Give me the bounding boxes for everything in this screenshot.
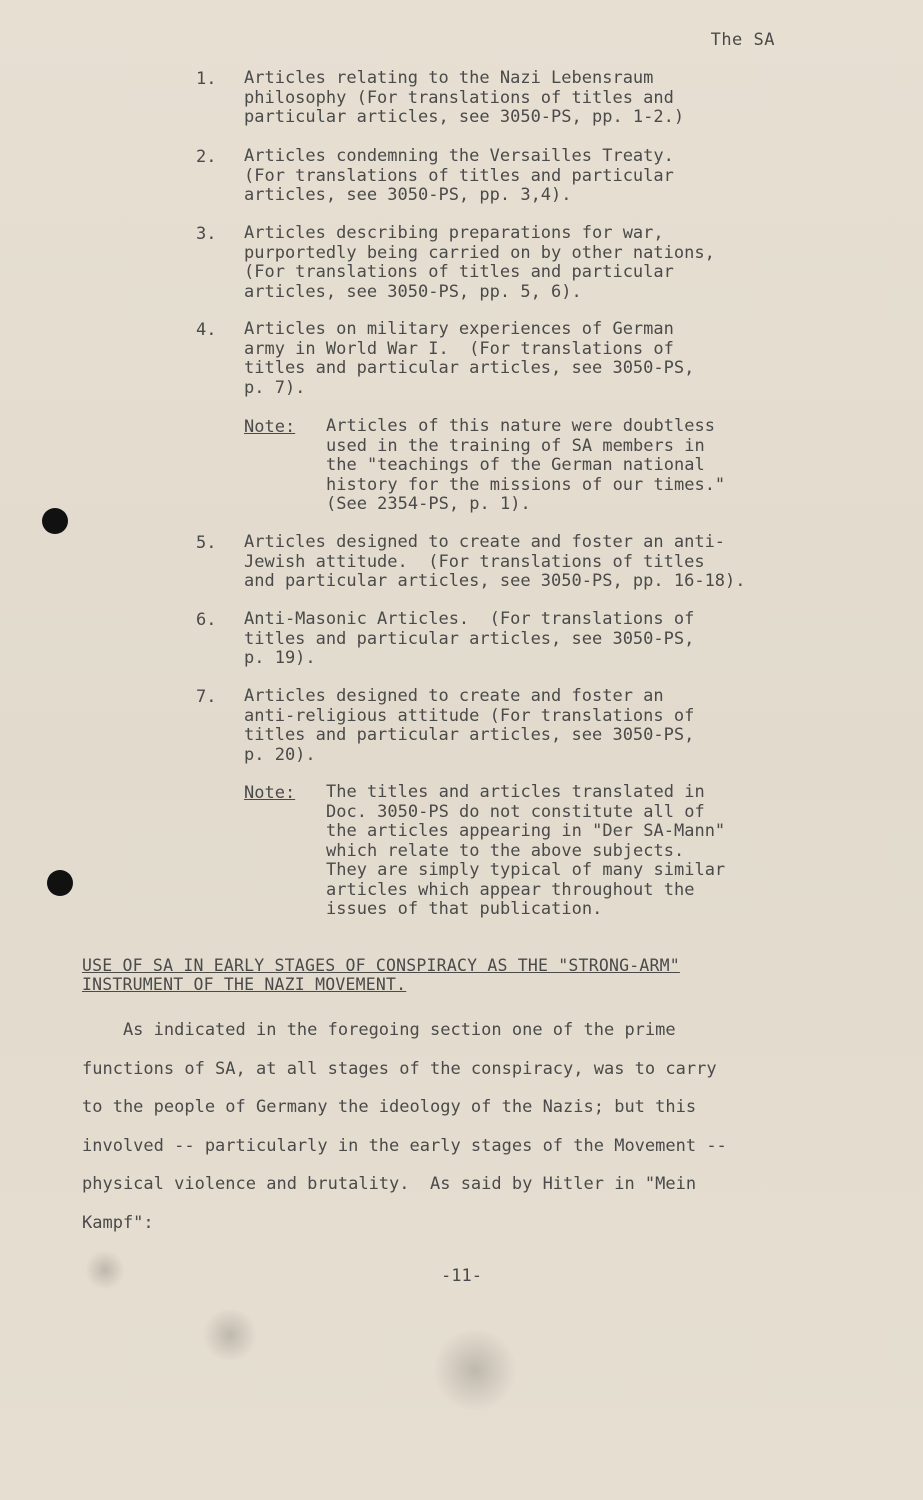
- item-number: 4.: [196, 320, 217, 340]
- item-number: 1.: [196, 69, 217, 89]
- ink-smudge: [430, 1330, 520, 1410]
- item-number: 3.: [196, 224, 217, 244]
- item-number: 6.: [196, 610, 217, 630]
- note-label: Note:: [244, 783, 296, 803]
- item-text: Articles designed to create and foster an anti- Jewish attitude. (For translations of titles and particular articles, see 3050-PS, pp. 16-18).: [244, 532, 746, 591]
- ink-smudge: [200, 1310, 260, 1360]
- ink-smudge: [85, 1250, 125, 1290]
- section-heading: USE OF SA IN EARLY STAGES OF CONSPIRACY AS THE "STRONG-ARM" INSTRUMENT OF THE NAZI MOVEMENT.: [82, 956, 680, 994]
- item-text: Articles relating to the Nazi Lebensraum philosophy (For translations of titles and particular articles, see 3050-PS, pp. 1-2.): [244, 68, 685, 127]
- punch-hole: [42, 508, 68, 534]
- item-text: Articles condemning the Versailles Treaty. (For translations of titles and particular articles, see 3050-PS, pp. 3,4).: [244, 146, 674, 205]
- item-number: 5.: [196, 533, 217, 553]
- note-text: The titles and articles translated in Doc. 3050-PS do not constitute all of the articles appearing in "Der SA-Mann" which relate to the above subjects. They are simply typical of many similar articles which appear throughout the issues of that publication.: [326, 782, 726, 919]
- punch-hole: [47, 870, 73, 896]
- note-label: Note:: [244, 417, 296, 437]
- item-number: 2.: [196, 147, 217, 167]
- note-text: Articles of this nature were doubtless used in the training of SA members in the "teachings of the German national history for the missions of our times." (See 2354-PS, p. 1).: [326, 416, 726, 514]
- item-text: Anti-Masonic Articles. (For translations of titles and particular articles, see 3050-PS, p. 19).: [244, 609, 695, 668]
- item-number: 7.: [196, 687, 217, 707]
- item-text: Articles on military experiences of German army in World War I. (For translations of titles and particular articles, see 3050-PS, p. 7).: [244, 319, 695, 398]
- running-title: The SA: [710, 30, 775, 50]
- item-text: Articles designed to create and foster an anti-religious attitude (For translations of titles and particular articles, see 3050-PS, p. 20).: [244, 686, 695, 765]
- body-paragraph: As indicated in the foregoing section one of the prime functions of SA, at all stages of the conspiracy, was to carry to the people of Germany the ideology of the Nazis; but this involved -- particularly in the early stages of the Movement -- physical violence and brutality. As said by Hitler in "Mein Kampf":: [82, 1020, 727, 1233]
- item-text: Articles describing preparations for war, purportedly being carried on by other nations, (For translations of titles and particular articles, see 3050-PS, pp. 5, 6).: [244, 223, 715, 302]
- page-number: -11-: [441, 1266, 482, 1286]
